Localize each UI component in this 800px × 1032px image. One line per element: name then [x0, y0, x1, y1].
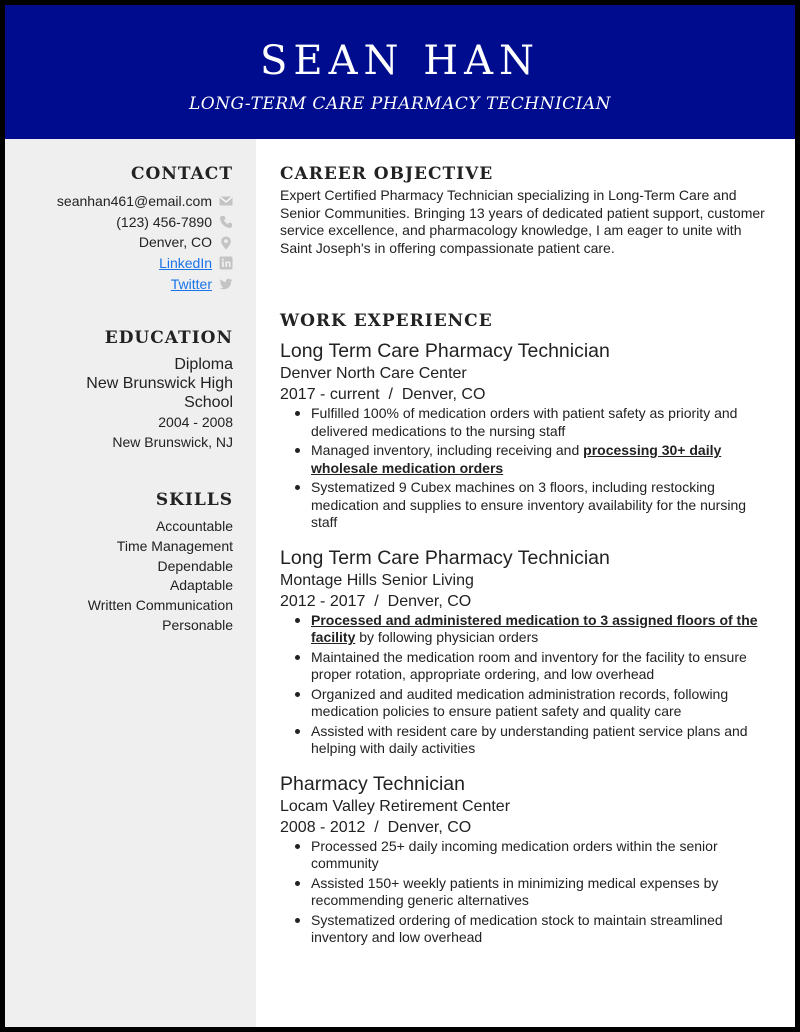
education-school-line2: School — [184, 394, 233, 411]
bullet-item: Fulfilled 100% of medication orders with patient safety as priority and delivered medications to the nursing staff — [292, 405, 770, 440]
bullet-item: Organized and audited medication administration records, following medication policies to ensure patient safety and quality care — [292, 686, 770, 721]
objective-section — [280, 163, 770, 257]
education-school-line1: New Brunswick High — [86, 375, 233, 392]
linkedin-row — [13, 253, 233, 274]
email-text: seanhan461@email.com — [56, 193, 212, 209]
bullet-item: Assisted 150+ weekly patients in minimizing medical expenses by recommending generic alternatives — [292, 875, 770, 910]
job-dates: 2012 - 2017 / Denver, CO — [280, 592, 472, 610]
objective-text: Expert Certified Pharmacy Technician specializing in Long-Term Care and Senior Communities. Bringing 13 years of dedicated patient support, customer service excellence, and pharmacology knowledge, I am eager to unite with Saint Joseph's in offering compassionate patient care. — [280, 187, 765, 256]
education-years: 2004 - 2008 — [158, 414, 233, 430]
job-title: Pharmacy Technician — [280, 772, 465, 795]
bullet-item: Processed 25+ daily incoming medication orders within the senior community — [292, 838, 770, 873]
skill-item: Adaptable — [169, 577, 233, 594]
skill-item: Personable — [162, 616, 233, 633]
sidebar — [5, 139, 256, 1027]
bullet-item: Maintained the medication room and inventory for the facility to ensure proper rotation, appropriate ordering, and low overhead — [292, 649, 770, 684]
phone-row — [13, 212, 233, 233]
candidate-title: LONG-TERM CARE PHARMACY TECHNICIAN — [188, 94, 612, 114]
email-row — [13, 191, 233, 212]
experience-heading: WORK EXPERIENCE — [280, 311, 493, 331]
contact-heading: CONTACT — [131, 164, 233, 184]
education-heading: EDUCATION — [104, 328, 233, 348]
job-company: Locam Valley Retirement Center — [280, 797, 511, 815]
job-entry — [280, 546, 770, 758]
job-bullets — [292, 405, 770, 532]
job-dates: 2017 - current / Denver, CO — [280, 386, 486, 403]
twitter-icon — [219, 277, 233, 291]
twitter-row — [13, 274, 233, 295]
envelope-icon — [219, 194, 233, 208]
job-title: Long Term Care Pharmacy Technician — [280, 340, 610, 362]
twitter-link[interactable]: Twitter — [170, 275, 212, 292]
location-text: Denver, CO — [138, 234, 212, 251]
skill-item: Time Management — [116, 537, 233, 554]
linkedin-icon — [219, 256, 233, 270]
job-bullets — [292, 612, 770, 758]
job-company: Denver North Care Center — [280, 365, 467, 382]
job-bullets — [292, 838, 770, 947]
map-pin-icon — [219, 236, 233, 250]
bullet-item: Systematized ordering of medication stock to maintain streamlined inventory and low overhead — [292, 912, 770, 947]
job-title: Long Term Care Pharmacy Technician — [280, 546, 610, 569]
job-company: Montage Hills Senior Living — [280, 571, 474, 589]
candidate-name: SEAN HAN — [260, 38, 540, 84]
skills-heading: SKILLS — [155, 490, 233, 510]
skill-item: Dependable — [157, 557, 233, 574]
job-entry — [280, 339, 770, 532]
highlighted-text: processing 30+ daily wholesale medication orders — [311, 442, 722, 476]
skill-item: Accountable — [155, 518, 233, 534]
job-entry — [280, 772, 770, 947]
contact-section — [13, 163, 233, 295]
resume-page — [5, 5, 795, 1027]
bullet-item: Managed inventory, including receiving and processing 30+ daily wholesale medication orders — [292, 442, 770, 477]
highlighted-text: Processed and administered medication to 3 assigned floors of the facility — [311, 611, 758, 645]
phone-text: (123) 456-7890 — [116, 213, 212, 230]
job-dates: 2008 - 2012 / Denver, CO — [280, 818, 472, 836]
bullet-item: Assisted with resident care by understanding patient service plans and helping with daily activities — [292, 723, 770, 758]
phone-icon — [219, 215, 233, 229]
objective-heading: CAREER OBJECTIVE — [280, 164, 494, 184]
location-row — [13, 232, 233, 253]
bullet-item: Systematized 9 Cubex machines on 3 floors, including restocking medication and supplies to ensure inventory availability for the nursing staff — [292, 479, 770, 532]
skills-section — [13, 489, 233, 636]
skill-item: Written Communication — [87, 597, 233, 614]
resume-header — [5, 5, 795, 139]
linkedin-link[interactable]: LinkedIn — [159, 255, 212, 272]
experience-section — [280, 310, 770, 949]
education-location: New Brunswick, NJ — [112, 434, 233, 450]
education-section — [13, 327, 233, 452]
bullet-item: Processed and administered medication to 3 assigned floors of the facility by following physician orders — [292, 612, 770, 647]
education-degree: Diploma — [174, 356, 233, 373]
